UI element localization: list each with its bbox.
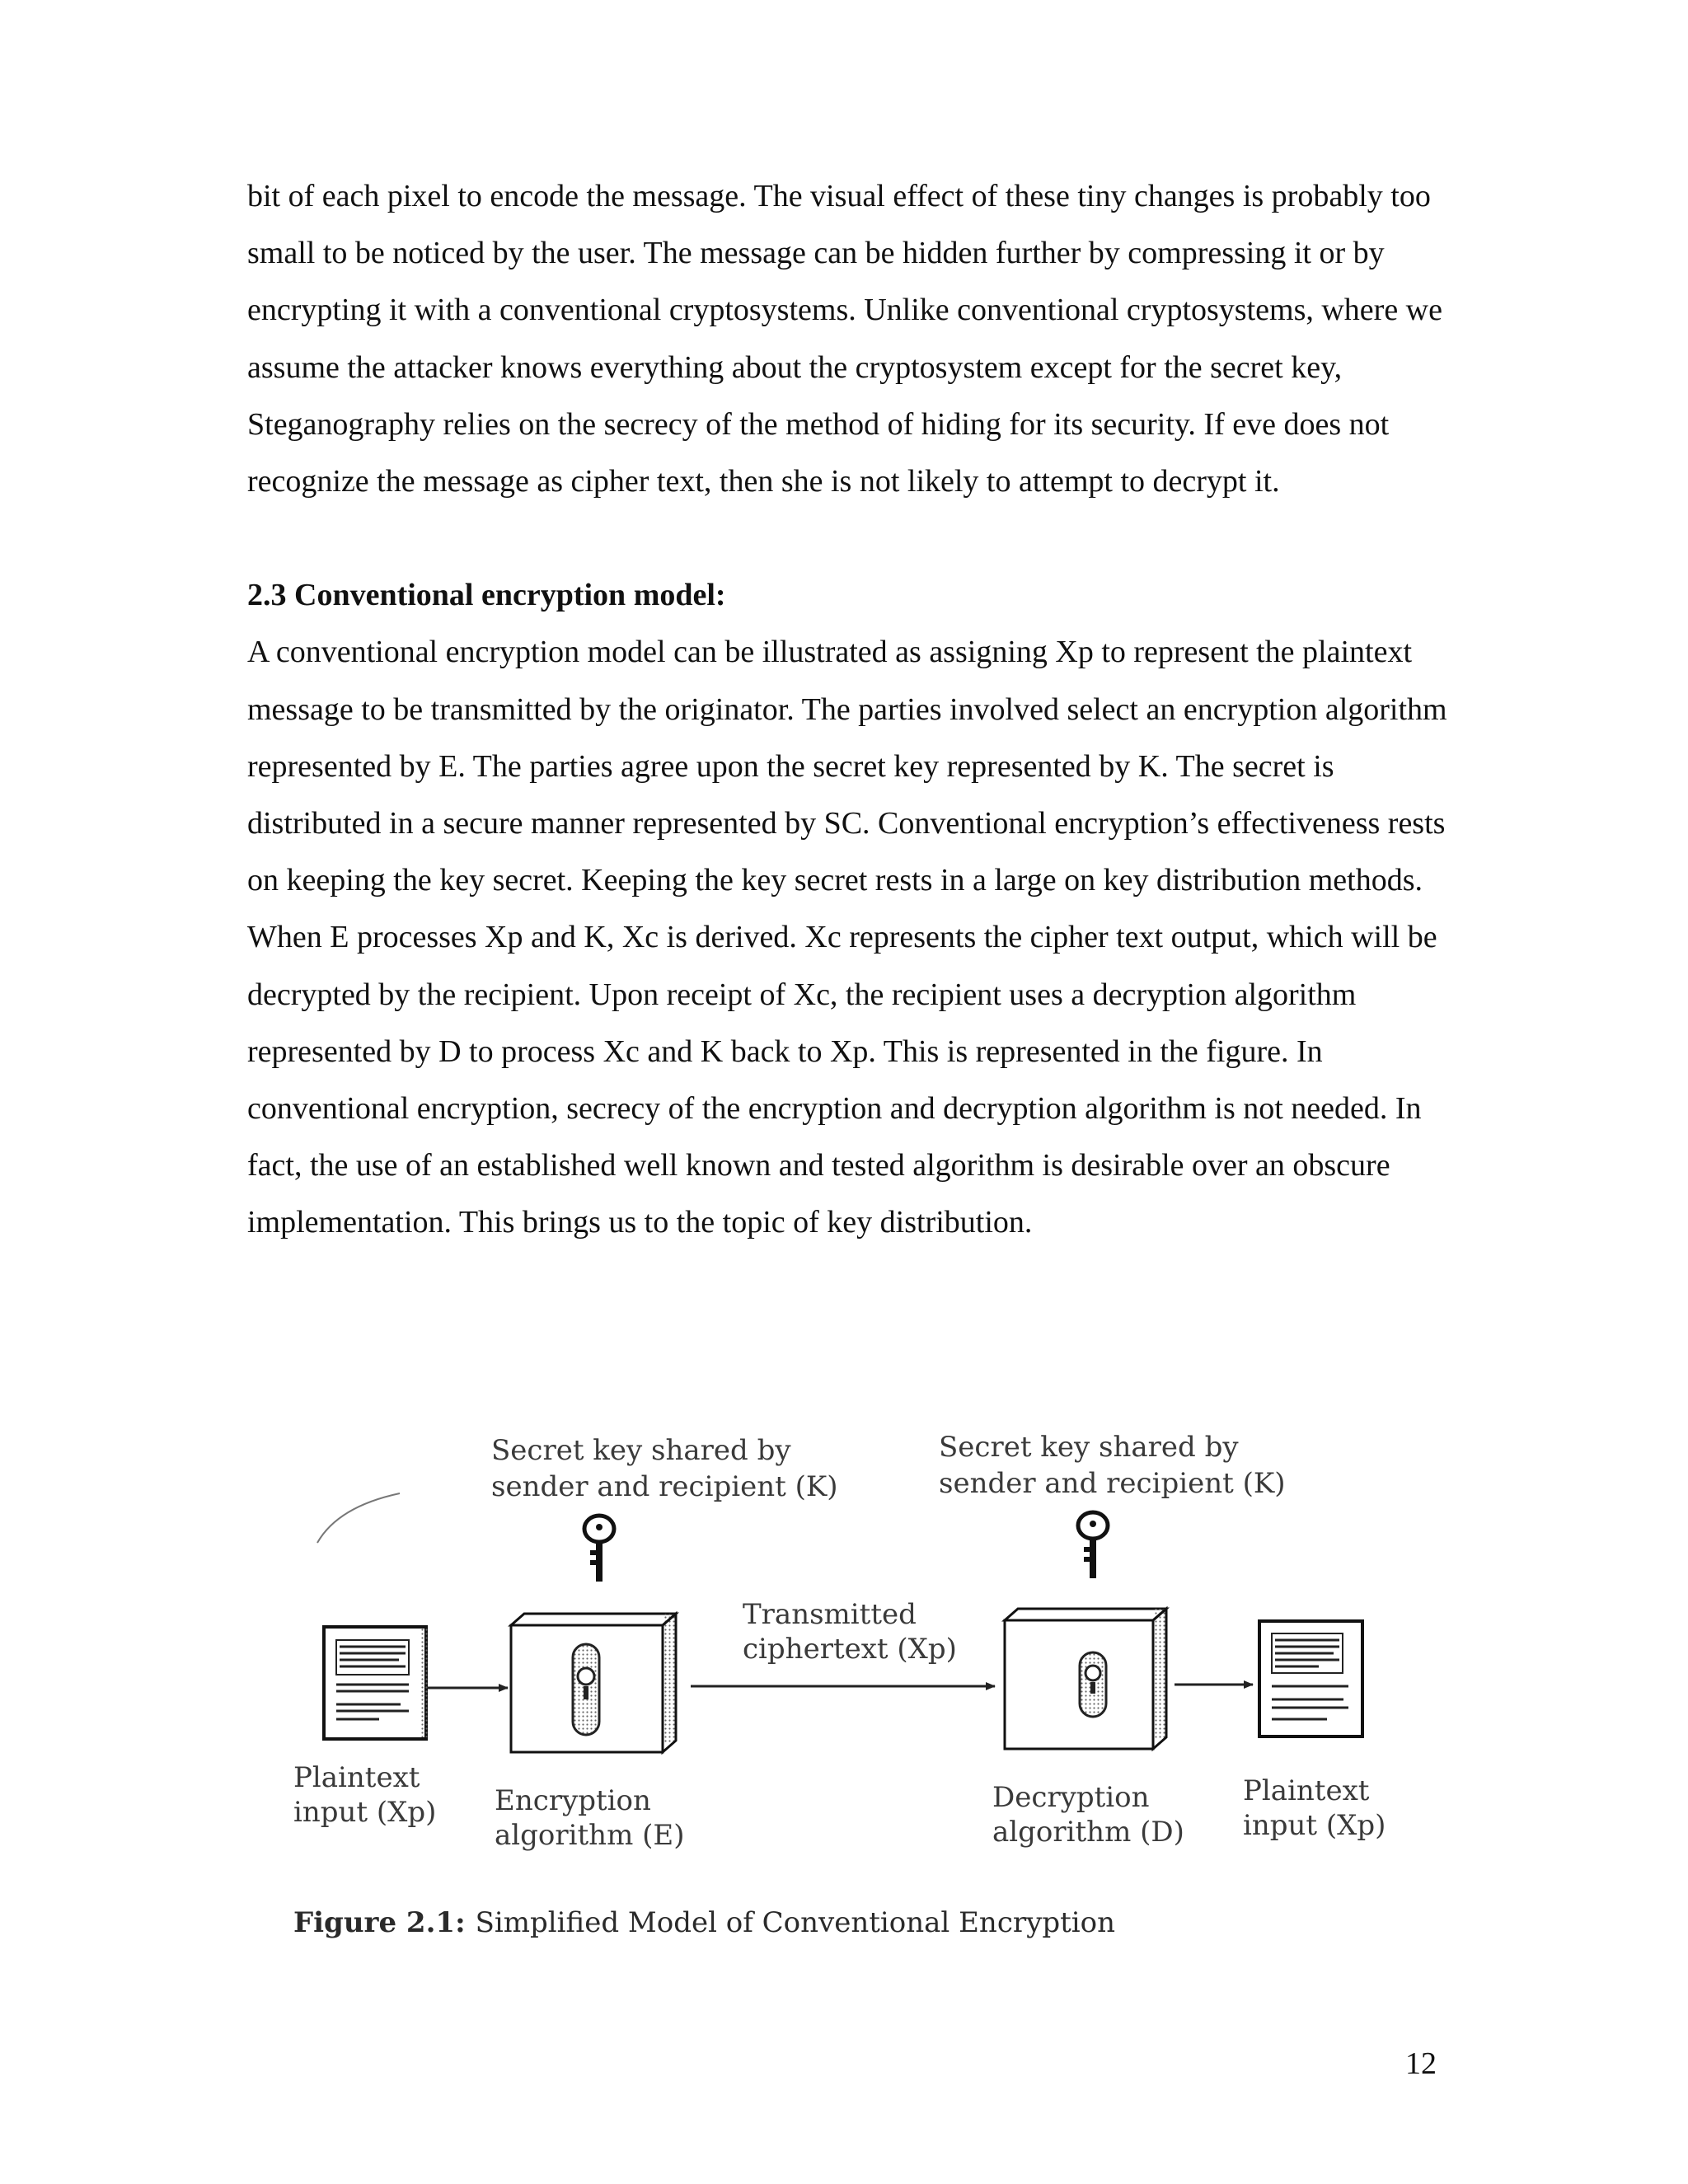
lock-icon-encryption [573, 1644, 599, 1735]
key-icon-right [1078, 1512, 1108, 1578]
key-label-right-line2: sender and recipient (K) [939, 1467, 1286, 1500]
figure-caption [293, 1906, 1115, 1939]
figure-conventional-encryption-model [247, 1401, 1401, 1978]
key-label-left-line2: sender and recipient (K) [491, 1470, 838, 1503]
document-icon-right [1259, 1621, 1362, 1736]
plaintext-input-label-line1: Plaintext [293, 1761, 420, 1794]
key-label-right-line1: Secret key shared by [939, 1431, 1239, 1464]
decryption-box [1005, 1609, 1166, 1749]
encryption-label-line2: algorithm (E) [495, 1819, 685, 1852]
plaintext-output-label-line1: Plaintext [1243, 1774, 1370, 1807]
page-number: 12 [1405, 2046, 1437, 2081]
decryption-label-line2: algorithm (D) [992, 1816, 1184, 1849]
page-body [247, 168, 1467, 1252]
section-heading: 2.3 Conventional encryption model: [247, 578, 726, 613]
document-icon-left [324, 1627, 428, 1739]
key-icon-left [584, 1516, 614, 1582]
lock-icon-decryption [1080, 1652, 1106, 1717]
transmitted-label-line2: ciphertext (Xp) [743, 1633, 957, 1666]
figure-caption-text: Simplified Model of Conventional Encryption [475, 1906, 1115, 1939]
decryption-label-line1: Decryption [992, 1781, 1150, 1814]
figure-caption-label: Figure 2.1: [293, 1906, 466, 1939]
key-label-left-line1: Secret key shared by [491, 1434, 791, 1467]
pencil-mark [317, 1493, 400, 1543]
encryption-label-line1: Encryption [495, 1784, 651, 1817]
plaintext-output-label-line2: input (Xp) [1243, 1809, 1386, 1842]
plaintext-input-label-line2: input (Xp) [293, 1796, 437, 1829]
transmitted-label-line1: Transmitted [743, 1598, 917, 1631]
paragraph-conventional-encryption: A conventional encryption model can be illustrated as assigning Xp to represent the plaintext message to be transmitted by the originator. The parties involved select an encryption algorithm represented by E. The parties agree upon the secret key represented by K. The secret is distributed in a secure manner represented by SC. Conventional encryption’s effectiveness rests on keeping the key secret. Keeping the key secret rests in a large on key distribution methods. When E processes Xp and K, Xc is derived. Xc represents the cipher text output, which will be decrypted by the recipient. Upon receipt of Xc, the recipient uses a decryption algorithm represented by D to process Xc and K back to Xp. This is represented in the figure. In conventional encryption, secrecy of the encryption and decryption algorithm is not needed. In fact, the use of an established well known and tested algorithm is desirable over an obscure implementation. This brings us to the topic of key distribution. [247, 635, 1447, 1240]
encryption-box [511, 1614, 676, 1752]
paragraph-steganography: bit of each pixel to encode the message. The visual effect of these tiny changes is probably too small to be noticed by the user. The message can be hidden further by compressing it or by encrypting it with a conventional cryptosystems. Unlike conventional cryptosystems, where we assume the attacker knows everything about the cryptosystem except for the secret key, Steganography relies on the secrecy of the method of hiding for its security. If eve does not recognize the message as cipher text, then she is not likely to attempt to decrypt it. [247, 179, 1442, 499]
